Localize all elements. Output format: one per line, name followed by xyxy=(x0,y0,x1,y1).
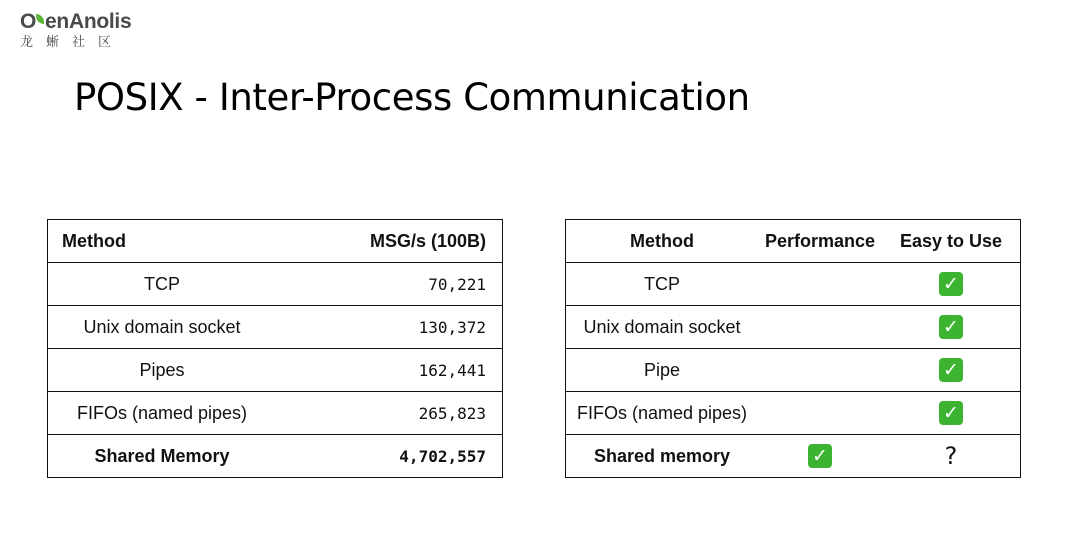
ipc-throughput-table xyxy=(47,219,503,478)
logo-text: enAnolis xyxy=(45,10,132,33)
performance-cell xyxy=(758,306,882,349)
table-header-row xyxy=(48,220,503,263)
table-row xyxy=(48,392,503,435)
method-cell: Unix domain socket xyxy=(48,306,277,349)
table-row xyxy=(48,263,503,306)
column-header-performance: Performance xyxy=(758,220,882,263)
value-cell: 265,823 xyxy=(276,392,503,435)
method-cell: Shared memory xyxy=(566,435,759,478)
table-row xyxy=(48,435,503,478)
easy-cell xyxy=(882,263,1021,306)
method-cell: Pipe xyxy=(566,349,759,392)
table-row xyxy=(48,306,503,349)
logo-letter-o: O xyxy=(20,10,37,33)
method-cell: TCP xyxy=(566,263,759,306)
check-icon: ✓ xyxy=(808,444,832,468)
method-cell: TCP xyxy=(48,263,277,306)
openanolis-logo xyxy=(20,10,131,51)
table-row xyxy=(566,263,1021,306)
table-row xyxy=(566,435,1021,478)
logo-wordmark xyxy=(20,10,131,34)
column-header-msgs: MSG/s (100B) xyxy=(276,220,503,263)
column-header-method: Method xyxy=(566,220,759,263)
performance-cell xyxy=(758,263,882,306)
table-row xyxy=(48,349,503,392)
value-cell: 4,702,557 xyxy=(276,435,503,478)
easy-cell xyxy=(882,349,1021,392)
leaf-icon xyxy=(36,14,44,24)
logo-subtitle: 龙蜥社区 xyxy=(20,35,125,50)
column-header-easy-to-use: Easy to Use xyxy=(882,220,1021,263)
ipc-comparison-table xyxy=(565,219,1021,478)
method-cell: Pipes xyxy=(48,349,277,392)
method-cell: FIFOs (named pipes) xyxy=(566,392,759,435)
check-icon: ✓ xyxy=(939,315,963,339)
easy-cell xyxy=(882,392,1021,435)
table-row xyxy=(566,392,1021,435)
column-header-method: Method xyxy=(48,220,277,263)
table-header-row xyxy=(566,220,1021,263)
value-cell: 130,372 xyxy=(276,306,503,349)
table-row xyxy=(566,306,1021,349)
method-cell: FIFOs (named pipes) xyxy=(48,392,277,435)
easy-cell xyxy=(882,306,1021,349)
value-cell: 162,441 xyxy=(276,349,503,392)
check-icon: ✓ xyxy=(939,358,963,382)
performance-cell xyxy=(758,349,882,392)
method-cell: Unix domain socket xyxy=(566,306,759,349)
check-icon: ✓ xyxy=(939,401,963,425)
check-icon: ✓ xyxy=(939,272,963,296)
method-cell: Shared Memory xyxy=(48,435,277,478)
slide-title: POSIX - Inter-Process Communication xyxy=(74,76,750,119)
table-row xyxy=(566,349,1021,392)
easy-cell xyxy=(882,435,1021,478)
value-cell: 70,221 xyxy=(276,263,503,306)
performance-cell xyxy=(758,392,882,435)
question-mark: ? xyxy=(944,442,958,470)
performance-cell xyxy=(758,435,882,478)
